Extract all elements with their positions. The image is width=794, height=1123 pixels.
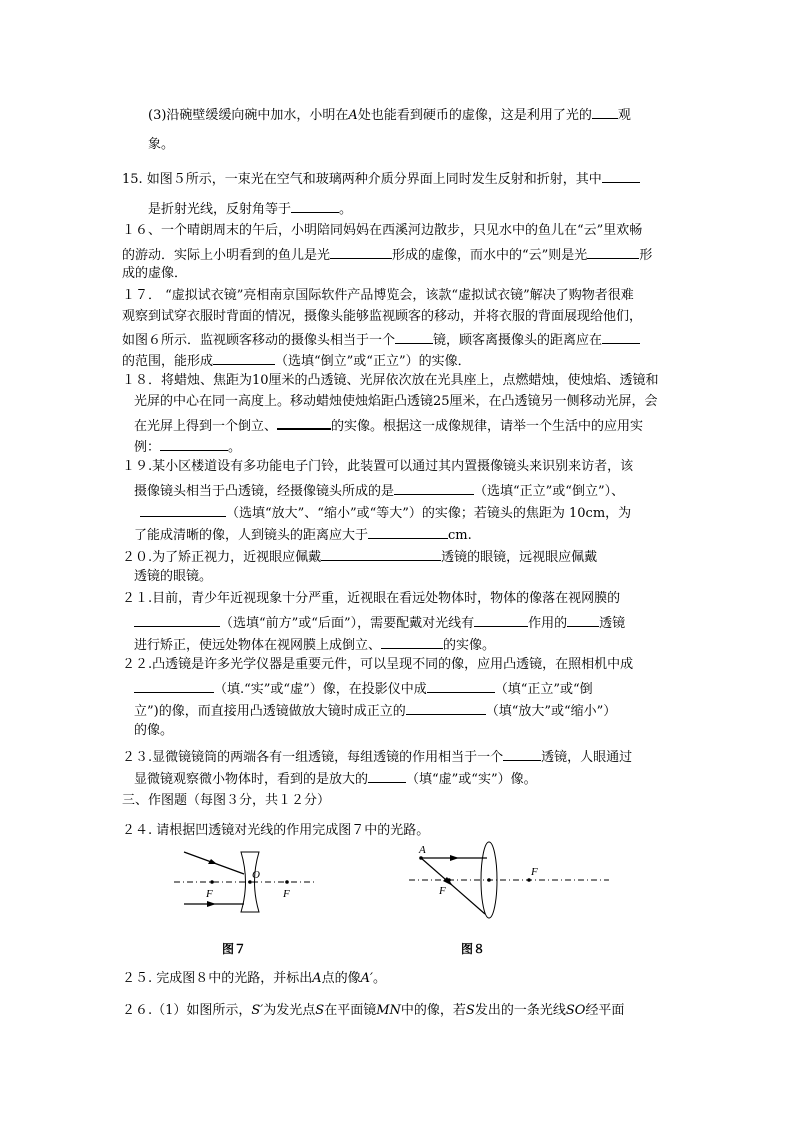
answer-blank[interactable] bbox=[503, 746, 541, 761]
q26-text: ２６.（1）如图所示，S′为发光点S在平面镜MN中的像，若S发出的一条光线SO经平面 bbox=[122, 1003, 625, 1018]
q16-line1: １６、一个晴朗周末的午后，小明陪同妈妈在西溪河边散步，只见水中的鱼儿在“云”里欢畅 bbox=[122, 223, 643, 238]
label-f-right: F bbox=[283, 888, 290, 900]
figure-7-diagram bbox=[170, 842, 320, 922]
q15-line1: 15. 如图５所示，一束光在空气和玻璃两种介质分界面上同时发生反射和折射，其中 bbox=[122, 168, 640, 189]
q18-line4: 例： 。 bbox=[134, 436, 241, 457]
q22-line4: 的像。 bbox=[134, 723, 174, 738]
q18-line2: 光屏的中心在同一高度上。移动蜡烛使烛焰距凸透镜25厘米，在凸透镜另一侧移动光屏，会 bbox=[134, 394, 658, 409]
lens-center-dot bbox=[487, 878, 491, 882]
answer-blank[interactable] bbox=[140, 502, 226, 517]
arrow-head bbox=[450, 855, 459, 861]
q23-line2: 显微镜观察微小物体时，看到的是放大的 （填“虚”或“实”）像。 bbox=[134, 768, 537, 789]
q20-line2: 透镜的眼镜。 bbox=[134, 569, 213, 584]
q24-text: ２４. 请根据凹透镜对光线的作用完成图７中的光路。 bbox=[122, 823, 430, 838]
answer-blank[interactable] bbox=[394, 480, 474, 495]
q21-line1: ２１.目前，青少年近视现象十分严重，近视眼在看远处物体时，物体的像落在视网膜的 bbox=[122, 591, 621, 606]
q16-line3: 成的虚像． bbox=[122, 266, 188, 281]
q19-line3: （选填“放大”、“缩小”或“等大”）的实像；若镜头的焦距为 10cm，为 bbox=[140, 502, 631, 523]
q19-line2: 摄像镜头相当于凸透镜，经摄像镜头所成的是 （选填“正立”或“倒立”）、 bbox=[134, 480, 624, 501]
answer-blank[interactable] bbox=[291, 198, 339, 213]
answer-blank[interactable] bbox=[427, 678, 495, 693]
answer-blank[interactable] bbox=[406, 700, 486, 715]
q23-line1: ２３.显微镜镜筒的两端各有一组透镜，每组透镜的作用相当于一个 透镜，人眼通过 bbox=[122, 746, 632, 767]
focal-point-dot bbox=[527, 878, 531, 882]
answer-blank[interactable] bbox=[134, 678, 214, 693]
q15-line2: 是折射光线，反射角等于 。 bbox=[148, 198, 352, 219]
answer-blank[interactable] bbox=[330, 244, 392, 259]
q17-line2: 观察到试穿衣服时背面的情况，摄像头能够监视顾客的移动，并将衣服的背面展现给他们， bbox=[122, 309, 643, 324]
label-a: A bbox=[419, 844, 426, 856]
q22-line3: 立”)的像，而直接用凸透镜做放大镜时成正立的 （填“放大”或“缩小”） bbox=[134, 700, 616, 721]
q20-line1: ２０.为了矫正视力，近视眼应佩戴 透镜的眼镜，远视眼应佩戴 bbox=[122, 546, 597, 567]
label-f-left: F bbox=[439, 885, 446, 897]
q17-line4: 的范围，能形成 （选填“倒立”或“正立”）的实像． bbox=[122, 350, 471, 371]
answer-blank[interactable] bbox=[213, 350, 275, 365]
label-f-right: F bbox=[531, 866, 538, 878]
q18-line1: １８．将蜡烛、焦距为10厘米的凸透镜、光屏依次放在光具座上，点燃蜡烛，使烛焰、透镜和 bbox=[122, 373, 659, 388]
answer-blank[interactable] bbox=[134, 612, 220, 627]
answer-blank[interactable] bbox=[602, 329, 640, 344]
figure-8-diagram bbox=[405, 838, 615, 928]
point-a-dot bbox=[419, 856, 423, 860]
q14-line2: 象。 bbox=[148, 137, 175, 152]
q19-line4: 了能成清晰的像，人到镜头的距离应大于 cm. bbox=[134, 524, 472, 545]
answer-blank[interactable] bbox=[368, 524, 448, 539]
q19-line1: １９.某小区楼道设有多功能电子门铃，此装置可以通过其内置摄像镜头来识别来访者，该 bbox=[122, 459, 634, 474]
focal-point-dot bbox=[285, 880, 289, 884]
focal-point-dot bbox=[210, 880, 214, 884]
answer-blank[interactable] bbox=[321, 546, 441, 561]
figure-8-caption: 图８ bbox=[461, 942, 486, 956]
answer-blank[interactable] bbox=[395, 329, 433, 344]
answer-blank[interactable] bbox=[160, 436, 228, 451]
answer-blank[interactable] bbox=[368, 768, 406, 783]
q25-text: ２５. 完成图８中的光路，并标出A点的像A′。 bbox=[122, 971, 387, 986]
q22-line1: ２２.凸透镜是许多光学仪器是重要元件，可以呈现不同的像，应用凸透镜，在照相机中成 bbox=[122, 657, 634, 672]
focal-point-dot bbox=[447, 878, 451, 882]
answer-blank[interactable] bbox=[602, 168, 640, 183]
label-f-left: F bbox=[206, 888, 213, 900]
q17-line1: １７． “虚拟试衣镜”亮相南京国际软件产品博览会，该款“虚拟试衣镜”解决了购物者很难 bbox=[122, 288, 634, 303]
q21-line2: （选填“前方”或“后面”），需要配戴对光线有 作用的 透镜 bbox=[134, 612, 625, 633]
arrow-head bbox=[207, 901, 216, 907]
section-title: 三、作图题（每图３分，共１２分） bbox=[122, 793, 331, 808]
answer-blank[interactable] bbox=[592, 104, 618, 119]
q18-line3: 在光屏上得到一个倒立、 的实像。根据这一成像规律，请举一个生活中的应用实 bbox=[134, 414, 643, 436]
answer-blank[interactable] bbox=[587, 244, 639, 259]
answer-blank[interactable] bbox=[567, 612, 599, 627]
answer-blank[interactable] bbox=[277, 414, 331, 430]
label-o: O bbox=[252, 869, 260, 881]
q22-line2: （填.“实”或“虚”）像，在投影仪中成 （填“正立”或“倒 bbox=[134, 678, 593, 699]
q16-line2: 的游动．实际上小明看到的鱼儿是光 形成的虚像，而水中的“云”则是光 形 bbox=[122, 244, 652, 265]
answer-blank[interactable] bbox=[381, 634, 443, 649]
q21-line3: 进行矫正，使远处物体在视网膜上成倒立、 的实像。 bbox=[134, 634, 495, 655]
answer-blank[interactable] bbox=[474, 612, 528, 627]
q17-line3: 如图６所示．监视顾客移动的摄像头相当于一个 镜，顾客离摄像头的距离应在 bbox=[122, 329, 640, 350]
point-a-label: A bbox=[348, 108, 358, 123]
figure-7-caption: 图７ bbox=[222, 942, 247, 956]
q14-line1: (3)沿碗壁缓缓向碗中加水，小明在A处也能看到硬币的虚像，这是利用了光的 观 bbox=[148, 104, 631, 125]
